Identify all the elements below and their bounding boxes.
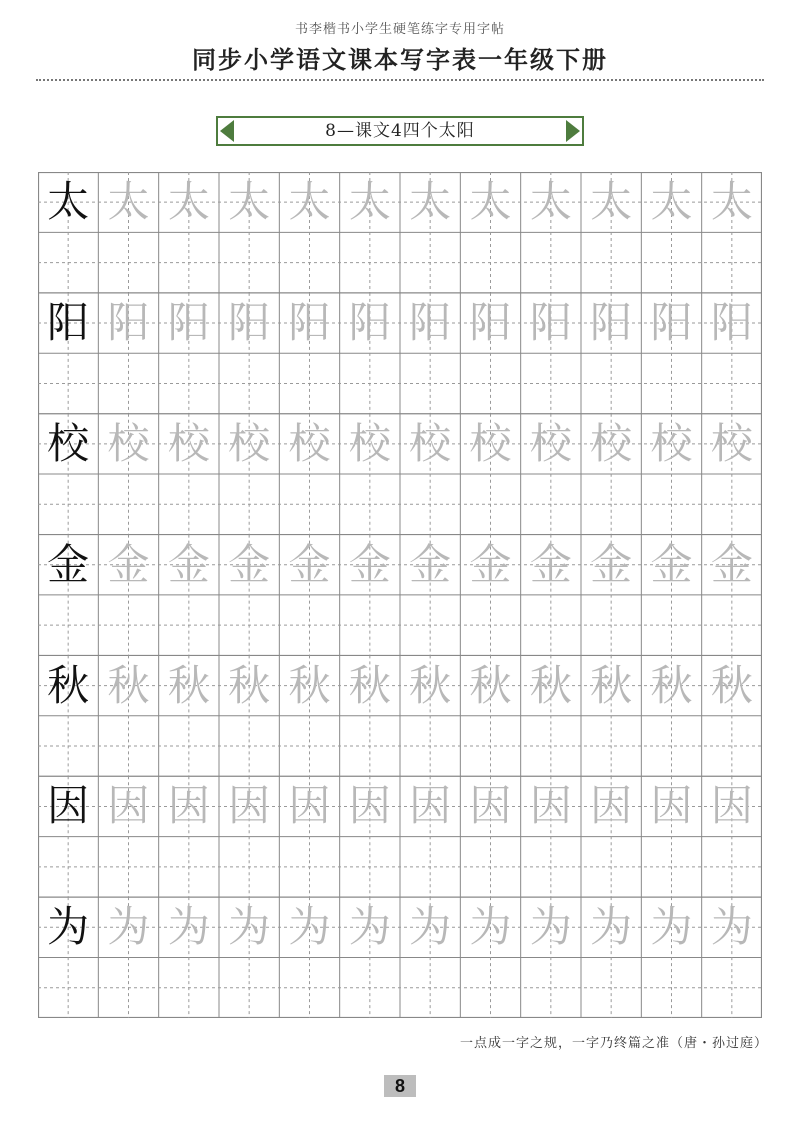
trace-character: 金	[710, 539, 753, 589]
footer-quote: 一点成一字之规，一字乃终篇之准（唐・孙过庭）	[459, 1036, 768, 1051]
trace-character: 校	[650, 418, 693, 468]
trace-character: 为	[590, 902, 633, 952]
trace-character: 金	[288, 539, 331, 589]
trace-character: 金	[348, 539, 391, 589]
trace-character: 秋	[469, 660, 512, 710]
practice-grid	[38, 172, 762, 1018]
trace-character: 秋	[228, 660, 271, 710]
trace-character: 秋	[409, 660, 452, 710]
trace-character: 为	[529, 902, 572, 952]
trace-character: 秋	[288, 660, 331, 710]
trace-character: 阳	[650, 298, 693, 347]
trace-character: 为	[288, 902, 331, 952]
trace-character: 校	[529, 418, 572, 468]
dotted-divider	[36, 79, 764, 81]
trace-character: 因	[228, 781, 271, 831]
model-character: 秋	[47, 660, 90, 710]
trace-character: 太	[228, 177, 271, 227]
trace-character: 阳	[288, 298, 331, 347]
trace-character: 金	[529, 539, 572, 589]
trace-character: 太	[167, 177, 210, 227]
trace-character: 太	[107, 177, 150, 227]
trace-character: 秋	[107, 660, 150, 710]
trace-character: 阳	[710, 298, 753, 347]
trace-character: 太	[348, 177, 391, 227]
trace-character: 因	[107, 781, 150, 831]
trace-character: 为	[650, 902, 693, 952]
trace-character: 因	[710, 781, 753, 831]
trace-character: 秋	[529, 660, 572, 710]
trace-character: 为	[167, 902, 210, 952]
model-character: 校	[47, 418, 90, 468]
page-number: 8	[384, 1075, 416, 1097]
trace-character: 太	[590, 177, 633, 227]
trace-character: 为	[348, 902, 391, 952]
trace-character: 因	[469, 781, 512, 831]
trace-character: 金	[590, 539, 633, 589]
trace-character: 秋	[590, 660, 633, 710]
trace-character: 校	[107, 418, 150, 468]
trace-character: 因	[348, 781, 391, 831]
trace-character: 阳	[409, 298, 452, 347]
trace-character: 阳	[529, 298, 572, 347]
trace-character: 阳	[107, 298, 150, 347]
trace-character: 太	[288, 177, 331, 227]
lesson-banner	[216, 116, 584, 146]
trace-character: 秋	[348, 660, 391, 710]
trace-character: 因	[288, 781, 331, 831]
trace-character: 金	[650, 539, 693, 589]
trace-character: 金	[167, 539, 210, 589]
trace-character: 因	[409, 781, 452, 831]
trace-character: 太	[529, 177, 572, 227]
model-character: 为	[47, 902, 90, 952]
trace-character: 太	[469, 177, 512, 227]
model-character: 因	[47, 781, 90, 831]
model-character: 金	[47, 539, 90, 589]
trace-character: 因	[590, 781, 633, 831]
trace-character: 阳	[469, 298, 512, 347]
trace-character: 校	[409, 418, 452, 468]
model-character: 阳	[47, 298, 90, 347]
trace-character: 校	[590, 418, 633, 468]
trace-character: 阳	[228, 298, 271, 347]
trace-character: 校	[710, 418, 753, 468]
model-character: 太	[47, 177, 90, 227]
lesson-title: 8—课文4四个太阳	[325, 121, 475, 141]
trace-character: 阳	[167, 298, 210, 347]
header-subtitle: 书李楷书小学生硬笔练字专用字帖	[294, 22, 505, 37]
trace-character: 秋	[167, 660, 210, 710]
trace-character: 为	[228, 902, 271, 952]
trace-character: 为	[469, 902, 512, 952]
trace-character: 金	[409, 539, 452, 589]
trace-character: 金	[107, 539, 150, 589]
trace-character: 太	[650, 177, 693, 227]
trace-character: 阳	[590, 298, 633, 347]
trace-character: 校	[167, 418, 210, 468]
trace-character: 金	[469, 539, 512, 589]
trace-character: 因	[529, 781, 572, 831]
trace-character: 秋	[710, 660, 753, 710]
trace-character: 为	[409, 902, 452, 952]
trace-character: 为	[710, 902, 753, 952]
trace-character: 校	[469, 418, 512, 468]
trace-character: 因	[650, 781, 693, 831]
trace-character: 为	[107, 902, 150, 952]
trace-character: 校	[348, 418, 391, 468]
trace-character: 校	[288, 418, 331, 468]
trace-character: 因	[167, 781, 210, 831]
trace-character: 校	[228, 418, 271, 468]
arrow-right-icon	[566, 120, 580, 142]
trace-character: 太	[710, 177, 753, 227]
trace-character: 太	[409, 177, 452, 227]
page-title: 同步小学语文课本写字表一年级下册	[192, 45, 608, 74]
trace-character: 阳	[348, 298, 391, 347]
trace-character: 秋	[650, 660, 693, 710]
trace-character: 金	[228, 539, 271, 589]
